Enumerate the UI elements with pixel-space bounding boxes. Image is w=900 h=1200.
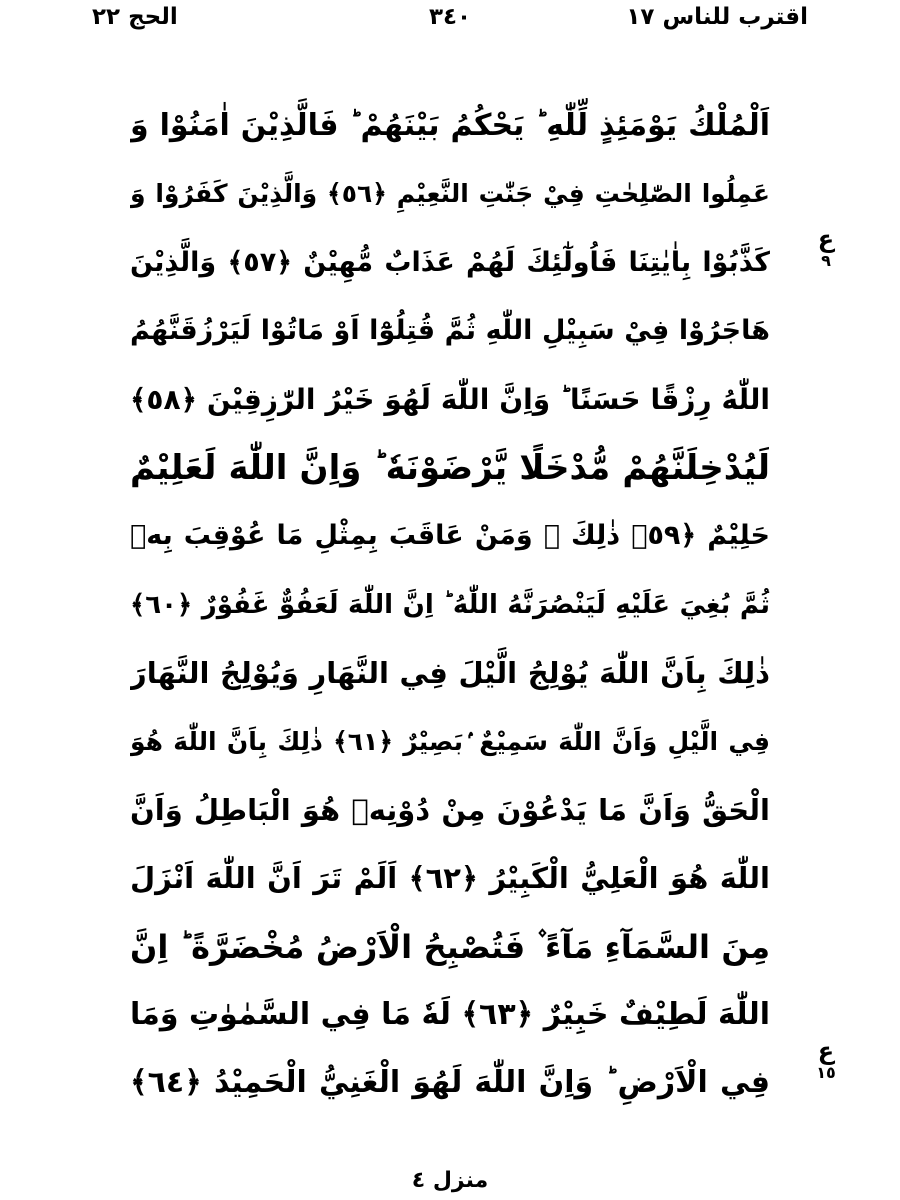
text-line-3: كَذَّبُوْا بِاٰيٰتِنَا فَاُولٰٓئِكَ لَهُمْ عَذَابٌ مُّهِيْنٌ ﴿٥٧﴾ وَالَّذِيْنَ	[130, 246, 770, 278]
ruku-number: ١٥	[816, 1063, 836, 1082]
manzil-footer: منزل ٤	[411, 1168, 489, 1193]
text-line-4: هَاجَرُوْا فِيْ سَبِيْلِ اللّٰهِ ثُمَّ قُتِلُوْٓا اَوْ مَاتُوْا لَيَرْزُقَنَّهُمُ	[130, 315, 770, 347]
juz-name-header: اقترب للناس ١٧	[626, 4, 808, 30]
ruku-marker	[806, 225, 846, 272]
ruku-number: ٩	[821, 251, 831, 270]
text-line-9: ذٰلِكَ بِاَنَّ اللّٰهَ يُوْلِجُ الَّيْلَ فِي النَّهَارِ وَيُوْلِجُ النَّهَارَ	[130, 656, 770, 691]
text-line-1: اَلْمُلْكُ يَوْمَئِذٍ لِّلّٰهِ ؕ يَحْكُمُ بَيْنَهُمْ ؕ فَالَّذِيْنَ اٰمَنُوْا وَ	[130, 108, 770, 143]
text-line-14: اللّٰهَ لَطِيْفٌ خَبِيْرٌ ﴿٦٣﴾ لَهٗ مَا فِي السَّمٰوٰتِ وَمَا	[130, 997, 770, 1033]
page-header	[0, 0, 900, 40]
text-line-13: مِنَ السَّمَآءِ مَآءً ۫ فَتُصْبِحُ الْاَرْضُ مُخْضَرَّةً ؕ اِنَّ	[130, 927, 770, 966]
ruku-symbol: ع	[817, 225, 835, 253]
text-line-15: فِي الْاَرْضِ ؕ وَاِنَّ اللّٰهَ لَهُوَ الْغَنِيُّ الْحَمِيْدُ ﴿٦٤﴾	[130, 1065, 770, 1101]
text-line-2: عَمِلُوا الصّٰلِحٰتِ فِيْ جَنّٰتِ النَّعِيْمِ ﴿٥٦﴾ وَالَّذِيْنَ كَفَرُوْا وَ	[130, 179, 770, 209]
text-line-11: الْحَقُّ وَاَنَّ مَا يَدْعُوْنَ مِنْ دُوْنِهٖ هُوَ الْبَاطِلُ وَاَنَّ	[130, 792, 770, 827]
text-line-7: حَلِيْمٌ ﴿٥٩﴾ ذٰلِكَ ۚ وَمَنْ عَاقَبَ بِمِثْلِ مَا عُوْقِبَ بِهٖ	[130, 520, 770, 552]
surah-name-header: الحج ٢٢	[92, 4, 178, 30]
text-line-6: لَيُدْخِلَنَّهُمْ مُّدْخَلًا يَّرْضَوْنَهٗ ؕ وَاِنَّ اللّٰهَ لَعَلِيْمٌ	[130, 447, 770, 488]
text-line-12: اللّٰهَ هُوَ الْعَلِيُّ الْكَبِيْرُ ﴿٦٢﴾ اَلَمْ تَرَ اَنَّ اللّٰهَ اَنْزَلَ	[130, 861, 770, 896]
text-line-5: اللّٰهُ رِزْقًا حَسَنًا ؕ وَاِنَّ اللّٰهَ لَهُوَ خَيْرُ الرّٰزِقِيْنَ ﴿٥٨﴾	[130, 382, 770, 416]
ruku-marker	[806, 1037, 846, 1084]
text-line-10: فِي الَّيْلِ وَاَنَّ اللّٰهَ سَمِيْعٌ ۢبَصِيْرٌ ﴿٦١﴾ ذٰلِكَ بِاَنَّ اللّٰهَ هُوَ	[130, 726, 770, 756]
ruku-symbol: ع	[817, 1037, 835, 1065]
quran-text-block	[130, 92, 770, 1118]
page-number: ٣٤٠	[428, 4, 472, 30]
text-line-8: ثُمَّ بُغِيَ عَلَيْهِ لَيَنْصُرَنَّهُ اللّٰهُ ؕ اِنَّ اللّٰهَ لَعَفُوٌّ غَفُوْرٌ ﴿٦٠﴾	[130, 589, 770, 620]
